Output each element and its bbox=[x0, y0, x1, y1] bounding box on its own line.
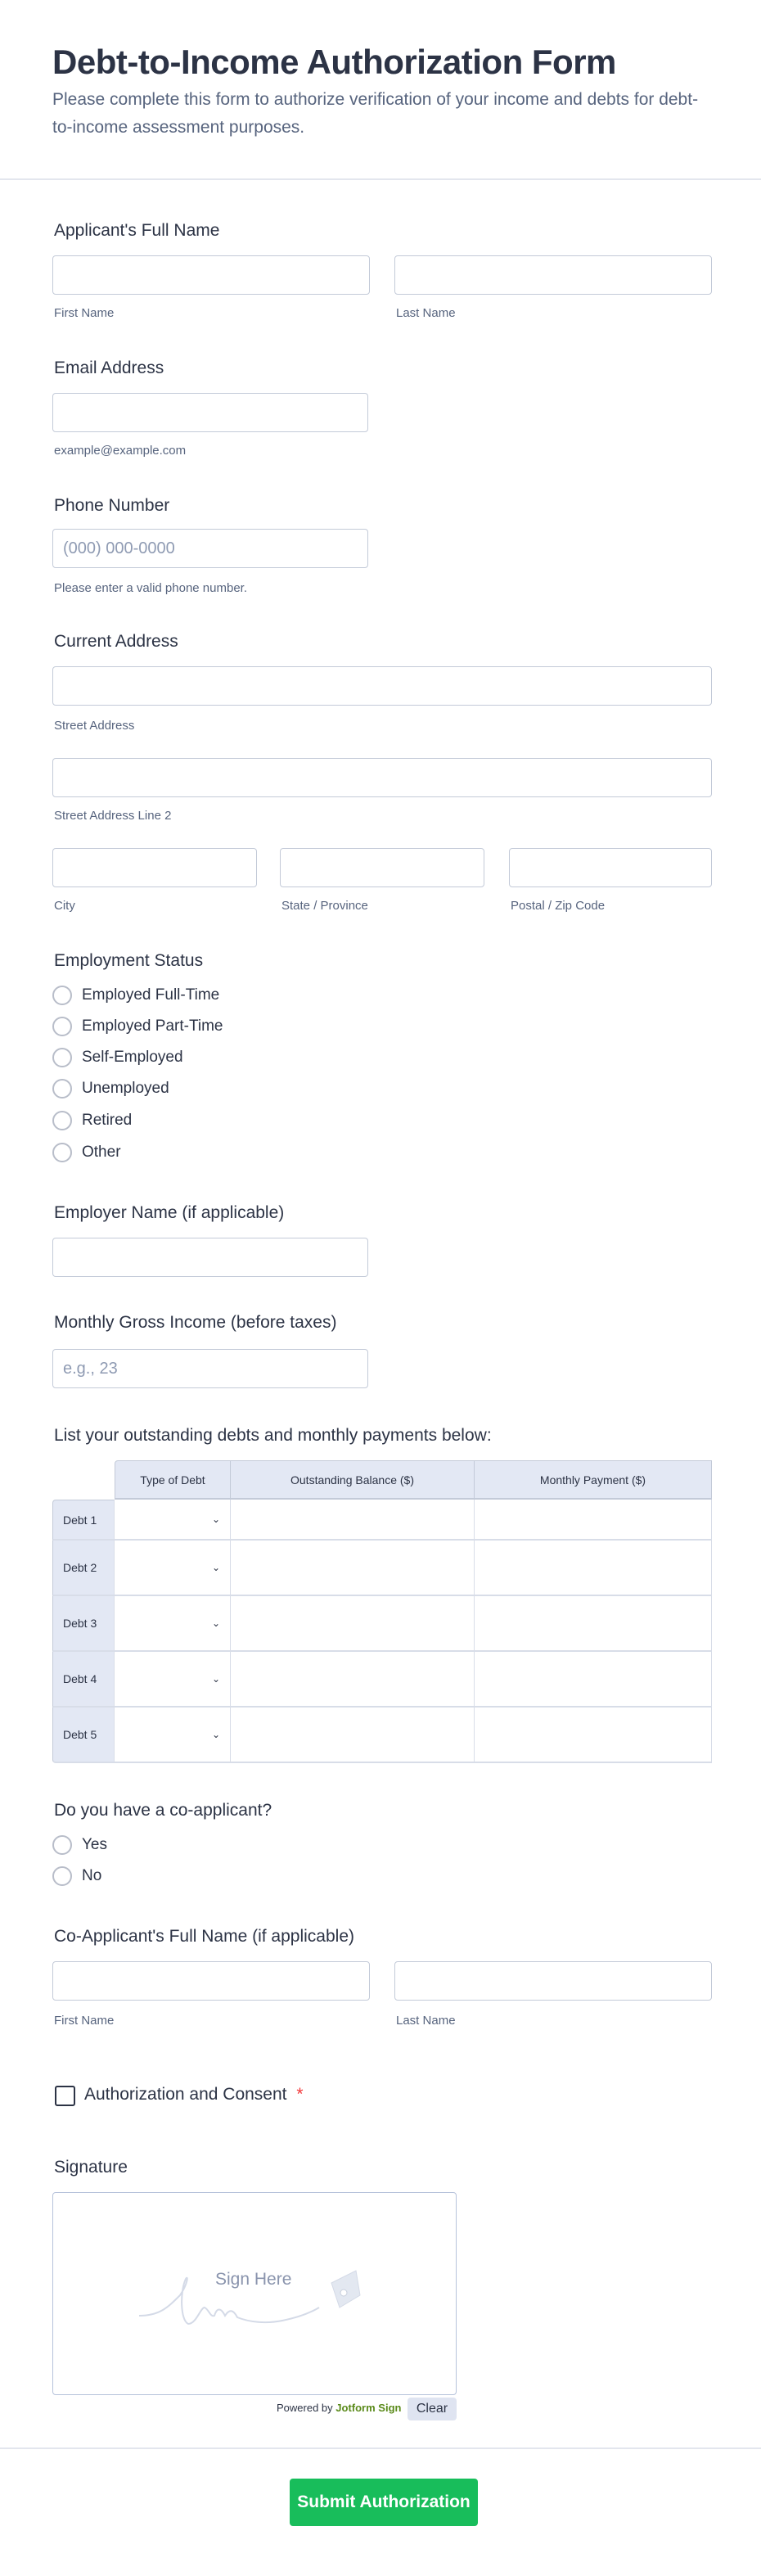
footer-divider bbox=[0, 2447, 761, 2449]
phone-input[interactable]: (000) 000-0000 bbox=[52, 529, 368, 568]
city-sublabel: City bbox=[54, 899, 75, 913]
debt-type-select[interactable] bbox=[115, 1708, 231, 1763]
radio-circle[interactable] bbox=[52, 1079, 72, 1099]
signature-label: Signature bbox=[54, 2158, 128, 2177]
balance-input[interactable] bbox=[231, 1541, 475, 1596]
radio-circle[interactable] bbox=[52, 1048, 72, 1067]
radio-circle[interactable] bbox=[52, 1143, 72, 1162]
debts-label: List your outstanding debts and monthly payments below: bbox=[54, 1426, 492, 1445]
row-label: Debt 2 bbox=[52, 1541, 115, 1596]
row-label: Debt 1 bbox=[52, 1500, 115, 1541]
consent-text: Authorization and Consent bbox=[84, 2085, 287, 2104]
street-input[interactable] bbox=[52, 666, 712, 706]
email-label: Email Address bbox=[54, 359, 164, 377]
chevron-down-icon: ⌄ bbox=[211, 1729, 220, 1740]
jotform-sign-logo: Jotform Sign bbox=[335, 2402, 402, 2414]
debt-type-select[interactable] bbox=[115, 1652, 231, 1708]
email-sublabel: example@example.com bbox=[54, 444, 187, 458]
table-row bbox=[52, 1500, 712, 1541]
payment-input[interactable] bbox=[475, 1708, 712, 1763]
first-name-input[interactable] bbox=[52, 255, 370, 295]
last-name-sublabel: Last Name bbox=[396, 306, 456, 320]
state-sublabel: State / Province bbox=[281, 899, 368, 913]
signature-pad[interactable] bbox=[52, 2192, 457, 2395]
column-header: Monthly Payment ($) bbox=[475, 1460, 712, 1500]
phone-label: Phone Number bbox=[54, 496, 170, 515]
table-row bbox=[52, 1541, 712, 1596]
radio-unemployed[interactable] bbox=[52, 1079, 169, 1099]
radio-label: Employed Part-Time bbox=[82, 1017, 223, 1035]
radio-other[interactable] bbox=[52, 1143, 121, 1162]
radio-label: Self-Employed bbox=[82, 1049, 183, 1066]
phone-sublabel: Please enter a valid phone number. bbox=[54, 581, 247, 595]
payment-input[interactable] bbox=[475, 1500, 712, 1541]
submit-button[interactable]: Submit Authorization bbox=[290, 2479, 478, 2526]
radio-circle[interactable] bbox=[52, 1111, 72, 1130]
radio-no[interactable] bbox=[52, 1866, 101, 1886]
powered-by bbox=[277, 2402, 401, 2414]
state-input[interactable] bbox=[280, 848, 484, 887]
employer-input[interactable] bbox=[52, 1238, 368, 1277]
radio-self-employed[interactable] bbox=[52, 1048, 183, 1067]
radio-circle[interactable] bbox=[52, 1017, 72, 1036]
radio-label: Unemployed bbox=[82, 1080, 169, 1097]
debt-type-select[interactable] bbox=[115, 1541, 231, 1596]
radio-retired[interactable] bbox=[52, 1111, 132, 1130]
consent-checkbox[interactable] bbox=[55, 2086, 75, 2106]
row-label: Debt 3 bbox=[52, 1596, 115, 1652]
column-header: Outstanding Balance ($) bbox=[231, 1460, 475, 1500]
table-row bbox=[52, 1708, 712, 1763]
powered-by-text: Powered by bbox=[277, 2402, 333, 2414]
street2-input[interactable] bbox=[52, 758, 712, 797]
radio-circle[interactable] bbox=[52, 1866, 72, 1886]
radio-employed-part-time[interactable] bbox=[52, 1017, 223, 1036]
balance-input[interactable] bbox=[231, 1652, 475, 1708]
chevron-down-icon: ⌄ bbox=[211, 1673, 220, 1685]
coapplicant-name-label: Co-Applicant's Full Name (if applicable) bbox=[54, 1927, 354, 1946]
employer-label: Employer Name (if applicable) bbox=[54, 1203, 285, 1222]
row-label: Debt 5 bbox=[52, 1708, 115, 1763]
zip-sublabel: Postal / Zip Code bbox=[511, 899, 606, 913]
radio-label: Yes bbox=[82, 1836, 107, 1853]
sign-here-placeholder: Sign Here bbox=[215, 2270, 292, 2289]
income-input[interactable]: e.g., 23 bbox=[52, 1349, 368, 1388]
column-header: Type of Debt bbox=[115, 1460, 231, 1500]
coapplicant-question-label: Do you have a co-applicant? bbox=[54, 1801, 272, 1820]
chevron-down-icon: ⌄ bbox=[211, 1562, 220, 1573]
employment-label: Employment Status bbox=[54, 951, 204, 970]
radio-circle[interactable] bbox=[52, 986, 72, 1005]
required-asterisk: * bbox=[296, 2085, 304, 2104]
radio-yes[interactable] bbox=[52, 1835, 107, 1855]
debts-table bbox=[52, 1460, 712, 1763]
signature-scribble-icon bbox=[135, 2258, 380, 2340]
row-label: Debt 4 bbox=[52, 1652, 115, 1708]
consent-label[interactable] bbox=[84, 2085, 304, 2105]
radio-label: Other bbox=[82, 1144, 121, 1161]
radio-label: Employed Full-Time bbox=[82, 986, 220, 1004]
street2-sublabel: Street Address Line 2 bbox=[54, 809, 172, 823]
coapplicant-first-name-input[interactable] bbox=[52, 1961, 370, 2001]
address-label: Current Address bbox=[54, 632, 178, 651]
radio-circle[interactable] bbox=[52, 1835, 72, 1855]
coapplicant-first-sublabel: First Name bbox=[54, 2014, 115, 2028]
header-divider bbox=[0, 178, 761, 180]
clear-signature-button[interactable]: Clear bbox=[408, 2398, 457, 2420]
page-description: Please complete this form to authorize verification of your income and debts for debt-to-income assessment purposes. bbox=[52, 90, 699, 137]
table-header-row bbox=[52, 1460, 712, 1500]
last-name-input[interactable] bbox=[394, 255, 712, 295]
debt-type-select[interactable] bbox=[115, 1596, 231, 1652]
chevron-down-icon: ⌄ bbox=[211, 1514, 220, 1525]
balance-input[interactable] bbox=[231, 1708, 475, 1763]
corner-cell bbox=[52, 1460, 115, 1500]
balance-input[interactable] bbox=[231, 1596, 475, 1652]
radio-label: Retired bbox=[82, 1112, 133, 1129]
applicant-name-label: Applicant's Full Name bbox=[54, 221, 220, 240]
coapplicant-last-name-input[interactable] bbox=[394, 1961, 712, 2001]
chevron-down-icon: ⌄ bbox=[211, 1617, 220, 1629]
balance-input[interactable] bbox=[231, 1500, 475, 1541]
debt-type-select[interactable] bbox=[115, 1500, 231, 1541]
radio-label: No bbox=[82, 1867, 102, 1884]
coapplicant-last-sublabel: Last Name bbox=[396, 2014, 456, 2028]
city-input[interactable] bbox=[52, 848, 257, 887]
payment-input[interactable] bbox=[475, 1596, 712, 1652]
table-row bbox=[52, 1596, 712, 1652]
email-input[interactable] bbox=[52, 393, 368, 432]
zip-input[interactable] bbox=[509, 848, 712, 887]
payment-input[interactable] bbox=[475, 1652, 712, 1708]
table-row bbox=[52, 1652, 712, 1708]
page-title: Debt-to-Income Authorization Form bbox=[52, 43, 616, 81]
payment-input[interactable] bbox=[475, 1541, 712, 1596]
income-label: Monthly Gross Income (before taxes) bbox=[54, 1313, 337, 1332]
first-name-sublabel: First Name bbox=[54, 306, 115, 320]
street-sublabel: Street Address bbox=[54, 719, 135, 733]
radio-employed-full-time[interactable] bbox=[52, 986, 219, 1005]
